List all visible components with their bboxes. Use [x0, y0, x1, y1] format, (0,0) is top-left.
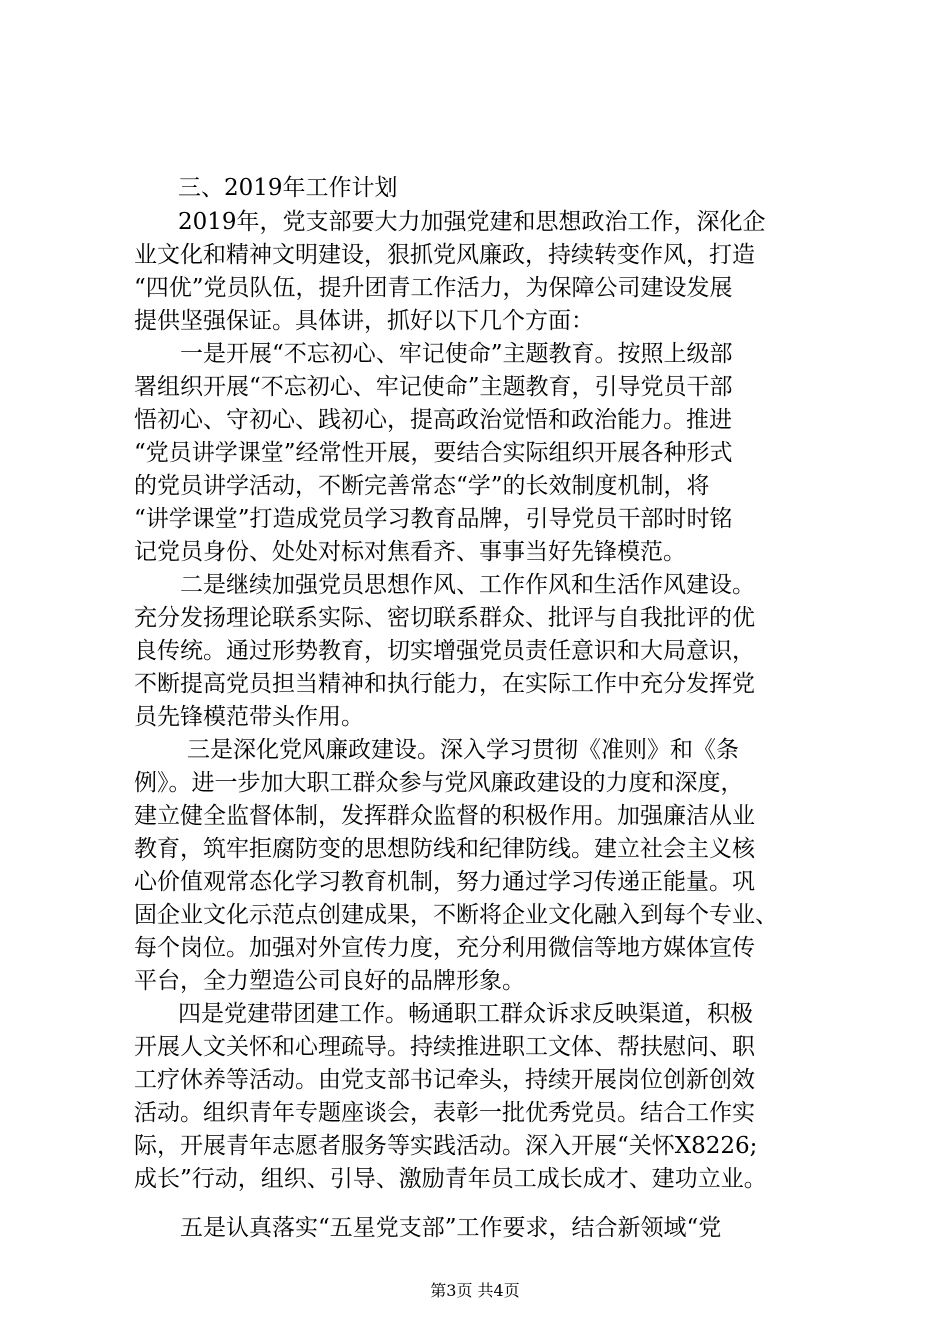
- paragraph-line: 固企业文化示范点创建成果，不断将企业文化融入到每个专业、: [134, 902, 778, 928]
- paragraph-line: 平台，全力塑造公司良好的品牌形象。: [134, 968, 525, 994]
- section-heading: 三、2019年工作计划: [178, 175, 398, 201]
- paragraph-line: 的党员讲学活动，不断完善常态“学”的长效制度机制，将: [134, 473, 710, 499]
- paragraph-line: 工疗休养等活动。由党支部书记牵头，持续开展岗位创新创效: [134, 1067, 755, 1093]
- paragraph-line: 三是深化党风廉政建设。深入学习贯彻《准则》和《条: [187, 737, 739, 763]
- paragraph-line: 2019年，党支部要大力加强党建和思想政治工作，深化企: [178, 209, 766, 235]
- paragraph-line: 成长”行动，组织、引导、激励青年员工成长成才、建功立业。: [134, 1166, 767, 1192]
- paragraph-line: 五是认真落实“五星党支部”工作要求，结合新领域“党: [180, 1215, 722, 1241]
- page-footer: 第3页 共4页: [430, 1281, 520, 1300]
- paragraph-line: “党员讲学课堂”经常性开展，要结合实际组织开展各种形式: [134, 440, 733, 466]
- paragraph-line: 员先锋模范带头作用。: [134, 704, 364, 730]
- paragraph-line: 活动。组织青年专题座谈会，表彰一批优秀党员。结合工作实: [134, 1100, 755, 1126]
- paragraph-line: 开展人文关怀和心理疏导。持续推进职工文体、帮扶慰问、职: [134, 1034, 755, 1060]
- paragraph-line: 际，开展青年志愿者服务等实践活动。深入开展“关怀X8226;: [134, 1133, 758, 1159]
- paragraph-line: 悟初心、守初心、践初心，提高政治觉悟和政治能力。推进: [134, 407, 732, 433]
- paragraph-line: 例》。进一步加大职工群众参与党风廉政建设的力度和深度，: [134, 770, 744, 796]
- paragraph-line: 二是继续加强党员思想作风、工作作风和生活作风建设。: [180, 572, 755, 598]
- paragraph-line: “讲学课堂”打造成党员学习教育品牌，引导党员干部时时铭: [134, 506, 733, 532]
- paragraph-line: 业文化和精神文明建设，狠抓党风廉政，持续转变作风，打造: [134, 242, 755, 268]
- paragraph-line: 教育，筑牢拒腐防变的思想防线和纪律防线。建立社会主义核: [134, 836, 755, 862]
- paragraph-line: 记党员身份、处处对标对焦看齐、事事当好先锋模范。: [134, 539, 686, 565]
- paragraph-line: 四是党建带团建工作。畅通职工群众诉求反映渠道，积极: [178, 1001, 753, 1027]
- paragraph-line: 心价值观常态化学习教育机制，努力通过学习传递正能量。巩: [134, 869, 755, 895]
- paragraph-line: 不断提高党员担当精神和执行能力，在实际工作中充分发挥党: [134, 671, 755, 697]
- paragraph-line: 一是开展“不忘初心、牢记使命”主题教育。按照上级部: [180, 341, 733, 367]
- paragraph-line: 建立健全监督体制，发挥群众监督的积极作用。加强廉洁从业: [134, 803, 755, 829]
- paragraph-line: “四优”党员队伍，提升团青工作活力，为保障公司建设发展: [134, 275, 733, 301]
- paragraph-line: 提供坚强保证。具体讲，抓好以下几个方面：: [134, 308, 594, 334]
- paragraph-line: 良传统。通过形势教育，切实增强党员责任意识和大局意识，: [134, 638, 755, 664]
- paragraph-line: 每个岗位。加强对外宣传力度，充分利用微信等地方媒体宣传: [134, 935, 755, 961]
- paragraph-line: 署组织开展“不忘初心、牢记使命”主题教育，引导党员干部: [134, 374, 733, 400]
- paragraph-line: 充分发扬理论联系实际、密切联系群众、批评与自我批评的优: [134, 605, 755, 631]
